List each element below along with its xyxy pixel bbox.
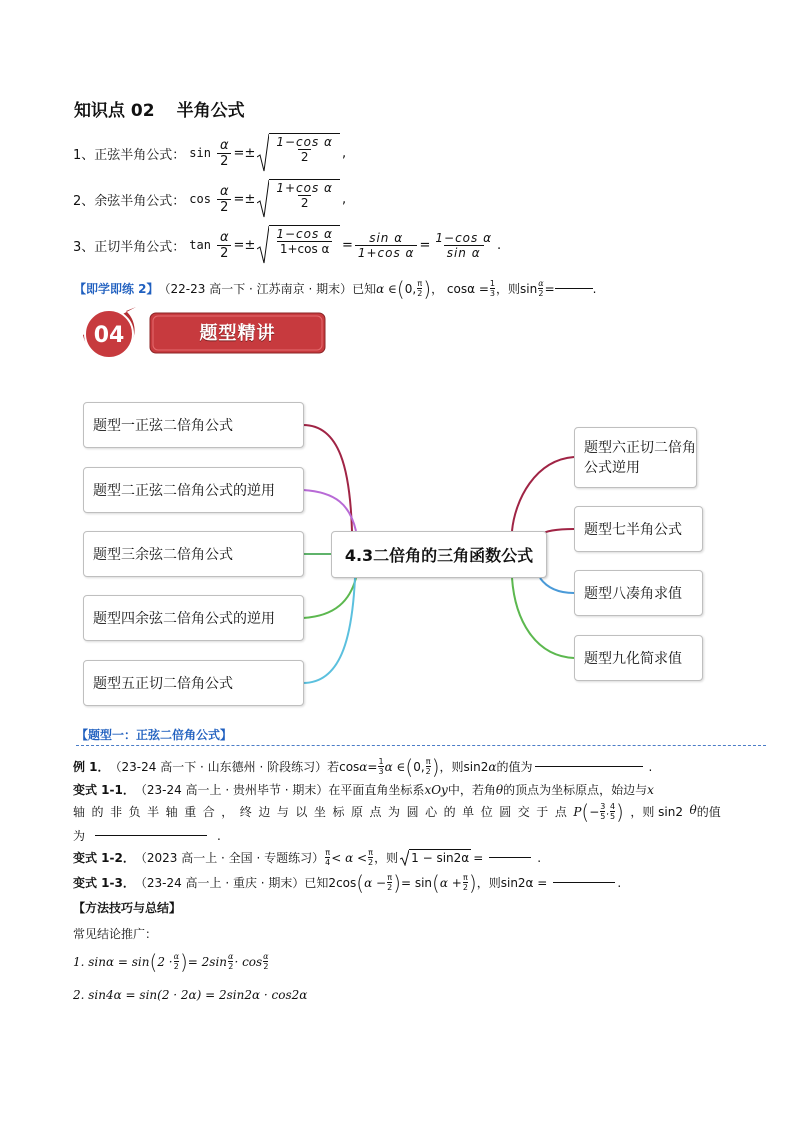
variant-label: 变式 1-1． — [73, 783, 135, 797]
variant-label: 变式 1-3． — [73, 876, 135, 890]
one-third-fraction: $\frac{1}{3}$ — [378, 757, 384, 776]
variant-1-3: 变式 1-3． （23-24 高一上 · 重庆 · 期末）已知2cos ( α − $\frac{\pi}{2}$ ) = sin ( α + $\frac{\pi}{2}$ ) ，则sin2α = . — [73, 870, 622, 895]
half-angle-fraction: $\frac{\alpha}{2}$ — [217, 184, 232, 215]
mindmap-node-type1[interactable]: 题型一正弦二倍角公式 — [83, 402, 304, 448]
variant-label: 变式 1-2． — [73, 851, 135, 865]
half-angle-fraction: $\frac{\alpha}{2}$ — [217, 138, 232, 169]
square-root: $\frac{\text{1−cos α}}{\text{1+cos α}}$ — [257, 225, 340, 265]
mindmap-node-type5[interactable]: 题型五正切二倍角公式 — [83, 660, 304, 706]
connector-8 — [540, 578, 574, 593]
pi-over-four: $\frac{\pi}{4}$ — [325, 848, 331, 867]
variant-1-1-line3: 为 . — [73, 828, 221, 843]
method-equation-1: 1. sinα = sin ( 2 · $\frac{\alpha}{2}$ ) = 2sin $\frac{\alpha}{2}$ · cos $\frac{\alpha}{2}$ — [73, 949, 269, 974]
variant-1-2: 变式 1-2． （2023 高一上 · 全国 · 专题练习） $\frac{\pi}{4}$ < α < $\frac{\pi}{2}$ ，则 1 − sin2α = . — [73, 848, 542, 867]
equivalent-fraction-2: $\frac{\text{1−cos α}}{\text{sin α}}$ — [435, 230, 492, 260]
pi-over-two: $\frac{\pi}{2}$ — [368, 848, 374, 867]
pi-over-two: $\frac{\pi}{2}$ — [425, 757, 431, 776]
practice-tag: 【即学即练 2】 — [74, 282, 159, 296]
knowledge-point-number: 知识点 02 — [74, 101, 155, 121]
answer-blank[interactable] — [489, 857, 531, 858]
example-label: 例 1． — [73, 760, 110, 774]
half-angle-fraction: $\frac{\alpha}{2}$ — [217, 230, 232, 261]
answer-blank[interactable] — [553, 882, 615, 883]
connector-2 — [303, 490, 356, 531]
method-equation-2: 2. sin4α = sin(2 · 2α) = 2sin2α · cos2α — [73, 988, 308, 1002]
connector-5 — [303, 578, 355, 683]
pi-over-two: $\frac{\pi}{2}$ — [417, 279, 423, 298]
plus-minus: =± — [233, 145, 256, 161]
formula-label: 2、余弦半角公式： — [73, 193, 186, 209]
square-root: 1 − sin2α — [400, 849, 471, 866]
knowledge-point-title: 半角公式 — [176, 101, 245, 121]
mindmap-center-topic[interactable]: 4.3二倍角的三角函数公式 — [331, 531, 547, 578]
mindmap-node-type4[interactable]: 题型四余弦二倍角公式的逆用 — [83, 595, 304, 641]
point-p: P ( − $\frac{3}{5}$ , $\frac{4}{5}$ ) — [573, 799, 624, 824]
plus-minus: =± — [233, 191, 256, 207]
type1-heading: 【题型一：正弦二倍角公式】 — [76, 728, 233, 742]
dashed-divider — [76, 745, 766, 746]
mindmap-node-type2[interactable]: 题型二正弦二倍角公式的逆用 — [83, 467, 304, 513]
function-name: sin — [189, 146, 211, 160]
connector-4 — [303, 578, 356, 618]
variant-1-1-line2: 轴 的 非 负 半 轴 重 合 ， 终 边 与 以 坐 标 原 点 为 圆 心 的 单 位 圆 交 于 点 P ( − $\frac{3}{5}$ , $\frac{4}{5}$ ) ，则 sin2 θ 的值 — [73, 799, 721, 824]
connector-9 — [512, 578, 574, 658]
mindmap-node-type8[interactable]: 题型八凑角求值 — [574, 570, 703, 616]
answer-blank[interactable] — [95, 835, 207, 836]
one-third-fraction: $\frac{1}{3}$ — [489, 279, 495, 298]
formula-cosine-half-angle: 2、余弦半角公式： cos $\frac{\alpha}{2}$ =± $\frac{\text{1+cos α}}{2}$ , — [73, 179, 346, 219]
method-intro: 常见结论推广： — [73, 927, 158, 941]
connector-6 — [512, 457, 574, 531]
mindmap-node-type9[interactable]: 题型九化简求值 — [574, 635, 703, 681]
example-1: 例 1． （23-24 高一下 · 山东德州 · 阶段练习）若cos α = $\frac{1}{3}$ α ∈ ( 0, $\frac{\pi}{2}$ ) ，则sin2 α 的值为 . — [73, 754, 653, 779]
formula-label: 3、正切半角公式： — [73, 239, 186, 255]
alpha-over-two: $\frac{\alpha}{2}$ — [538, 279, 544, 298]
connector-1 — [303, 425, 352, 531]
square-root: $\frac{\text{1−cos α}}{2}$ — [257, 133, 340, 173]
practice-source: （22-23 高一下 · 江苏南京 · 期末）已知 — [158, 282, 377, 296]
formula-tangent-half-angle: 3、正切半角公式： tan $\frac{\alpha}{2}$ =± $\frac{\text{1−cos α}}{\text{1+cos α}}$ = $\frac{\text{sin α}}{\text{1+cos α}}$ = $\frac{\text{1−cos α}}{\text{sin α}}$ . — [73, 225, 501, 265]
plus-minus: =± — [233, 237, 256, 253]
section-title: 题型精讲 — [199, 323, 276, 344]
pi-over-two: $\frac{\pi}{2}$ — [387, 873, 393, 892]
practice-question: 【即学即练 2】 （22-23 高一下 · 江苏南京 · 期末）已知 α ∈ ( 0, $\frac{\pi}{2}$ ) ， cosα = $\frac{1}{3}$ ，则sin $\frac{\alpha}{2}$ = . — [74, 276, 597, 301]
equivalent-fraction-1: $\frac{\text{sin α}}{\text{1+cos α}}$ — [355, 231, 418, 260]
answer-blank[interactable] — [535, 766, 643, 767]
function-name: tan — [189, 238, 211, 252]
formula-label: 1、正弦半角公式： — [73, 147, 186, 163]
variant-1-1-line1: 变式 1-1． （23-24 高一上 · 贵州毕节 · 期末）在平面直角坐标系 xOy 中，若角 θ 的顶点为坐标原点，始边与 x — [73, 782, 654, 797]
section-badge-number: 04 — [93, 323, 125, 348]
mindmap-node-type7[interactable]: 题型七半角公式 — [574, 506, 703, 552]
pi-over-two: $\frac{\pi}{2}$ — [462, 873, 468, 892]
mindmap-node-type3[interactable]: 题型三余弦二倍角公式 — [83, 531, 304, 577]
mindmap-node-type6[interactable]: 题型六正切二倍角公式逆用 — [574, 427, 697, 488]
function-name: cos — [189, 192, 211, 206]
method-heading: 【方法技巧与总结】 — [73, 901, 182, 915]
formula-sine-half-angle: 1、正弦半角公式： sin $\frac{\alpha}{2}$ =± $\frac{\text{1−cos α}}{2}$ , — [73, 133, 346, 173]
square-root: $\frac{\text{1+cos α}}{2}$ — [257, 179, 340, 219]
